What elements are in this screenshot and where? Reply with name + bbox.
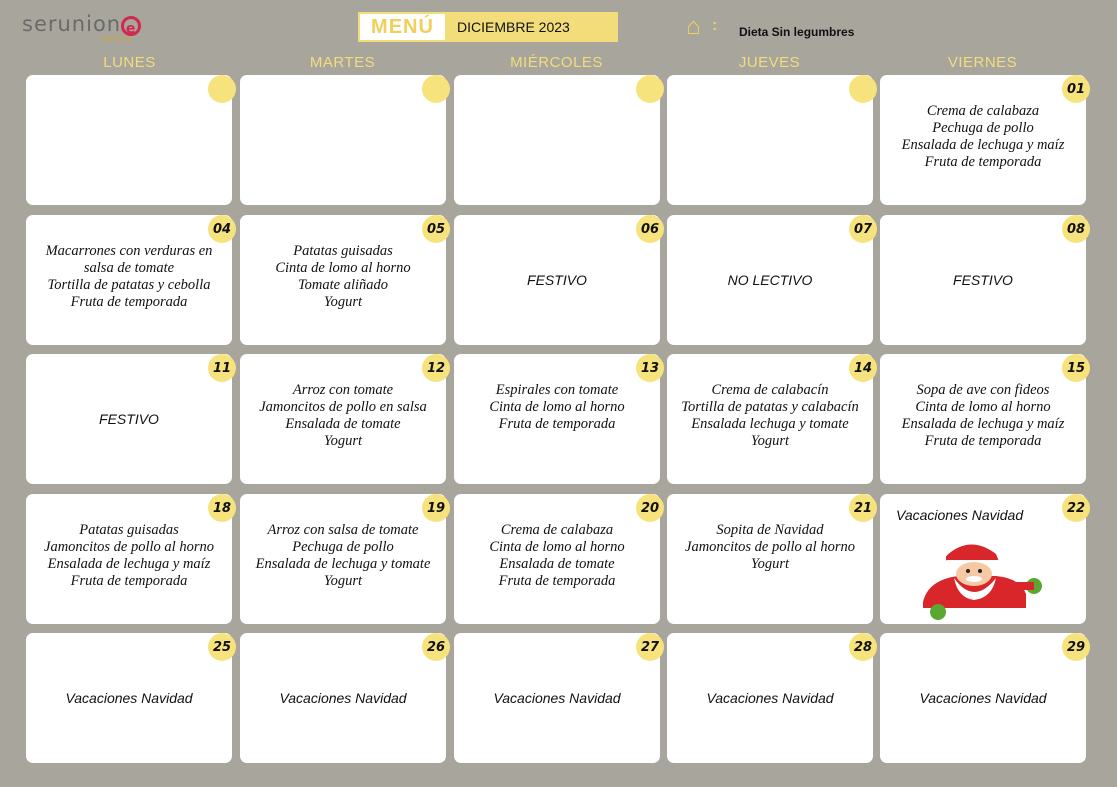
dish-item: Pechuga de pollo: [292, 539, 394, 555]
dish-item: Tomate aliñado: [297, 277, 389, 293]
day-cell: [26, 494, 232, 624]
day-cell: [26, 354, 232, 484]
day-number-badge: 04: [208, 215, 236, 243]
dish-item: Fruta de temporada: [498, 416, 616, 432]
dish-list: [32, 522, 226, 590]
brand-logo: [22, 12, 141, 43]
day-number-badge: 22: [1062, 494, 1090, 522]
day-note: FESTIVO: [99, 411, 159, 427]
dish-item: Crema de calabaza: [500, 522, 614, 538]
menu-label: MENÚ: [360, 14, 445, 40]
day-note: Vacaciones Navidad: [919, 690, 1047, 706]
dish-list: [673, 522, 867, 573]
weekday-thursday: JUEVES: [738, 54, 801, 71]
day-number-badge: 15: [1062, 354, 1090, 382]
dish-list: [32, 243, 226, 311]
dish-item: Ensalada de tomate: [285, 416, 401, 432]
day-note: FESTIVO: [953, 272, 1013, 288]
day-number-badge: [422, 75, 450, 103]
day-cell: [454, 494, 660, 624]
day-cell: [667, 494, 873, 624]
day-cell: [454, 633, 660, 763]
day-cell: [26, 633, 232, 763]
brand-name: serunion: [22, 12, 122, 36]
day-cell: [240, 354, 446, 484]
dish-list: [246, 382, 440, 450]
weekday-monday: LUNES: [103, 54, 156, 71]
dish-list: [886, 382, 1080, 450]
dish-item: Fruta de temporada: [70, 294, 188, 310]
dish-item: Tortilla de patatas y calabacín: [681, 399, 859, 415]
weekday-wednesday: MIÉRCOLES: [510, 54, 603, 71]
dish-item: Fruta de temporada: [924, 154, 1042, 170]
home-colon: :: [712, 17, 718, 34]
dish-item: Cinta de lomo al horno: [275, 260, 411, 276]
dish-item: Sopa de ave con fideos: [916, 382, 1050, 398]
day-cell: [454, 354, 660, 484]
dish-item: Sopita de Navidad: [716, 522, 824, 538]
day-number-badge: 27: [636, 633, 664, 661]
day-number-badge: [636, 75, 664, 103]
dish-item: Espirales con tomate: [495, 382, 619, 398]
dish-list: [246, 522, 440, 590]
dish-item: Cinta de lomo al horno: [489, 539, 625, 555]
day-number-badge: 05: [422, 215, 450, 243]
day-cell: [880, 633, 1086, 763]
day-cell: [667, 354, 873, 484]
dish-item: Fruta de temporada: [498, 573, 616, 589]
dish-list: [460, 382, 654, 433]
day-note: NO LECTIVO: [727, 272, 813, 288]
dish-item: Ensalada de lechuga y maíz: [901, 416, 1065, 432]
dish-item: Yogurt: [323, 294, 363, 310]
day-note: Vacaciones Navidad: [493, 690, 621, 706]
day-cell: [240, 75, 446, 205]
dish-item: Ensalada de lechuga y tomate: [255, 556, 431, 572]
dish-item: Yogurt: [750, 433, 790, 449]
day-note: Vacaciones Navidad: [65, 690, 193, 706]
weekday-tuesday: MARTES: [309, 54, 376, 71]
day-number-badge: 01: [1062, 75, 1090, 103]
dish-list: [673, 382, 867, 450]
day-number-badge: [849, 75, 877, 103]
menu-title-box: [358, 12, 618, 42]
day-cell: [667, 75, 873, 205]
day-cell: [240, 215, 446, 345]
dish-item: Patatas guisadas: [293, 243, 393, 259]
day-note: Vacaciones Navidad: [896, 507, 1024, 523]
dish-item: Ensalada de lechuga y maíz: [47, 556, 211, 572]
santa-claus-icon: [918, 542, 1050, 620]
day-note: Vacaciones Navidad: [706, 690, 834, 706]
dish-item: Ensalada lechuga y tomate: [691, 416, 849, 432]
dish-item: Arroz con tomate: [292, 382, 394, 398]
day-number-badge: [208, 75, 236, 103]
day-note: Vacaciones Navidad: [279, 690, 407, 706]
day-cell: [667, 633, 873, 763]
brand-mark-icon: e: [121, 16, 141, 36]
day-number-badge: 06: [636, 215, 664, 243]
dish-item: Macarrones con verduras en salsa de tomate: [45, 243, 213, 276]
day-cell: [454, 215, 660, 345]
day-number-badge: 28: [849, 633, 877, 661]
dish-item: Arroz con salsa de tomate: [267, 522, 419, 538]
month-label: DICIEMBRE 2023: [457, 19, 570, 35]
home-icon: ⌂: [686, 13, 701, 40]
day-cell: [240, 494, 446, 624]
day-number-badge: 11: [208, 354, 236, 382]
day-cell: [240, 633, 446, 763]
dish-item: Jamoncitos de pollo al horno: [44, 539, 214, 555]
diet-label: Dieta Sin legumbres: [739, 25, 855, 39]
dish-item: Patatas guisadas: [79, 522, 179, 538]
day-number-badge: 13: [636, 354, 664, 382]
day-number-badge: 21: [849, 494, 877, 522]
day-number-badge: 12: [422, 354, 450, 382]
dish-item: Yogurt: [323, 433, 363, 449]
dish-item: Pechuga de pollo: [932, 120, 1034, 136]
day-number-badge: 14: [849, 354, 877, 382]
day-cell: [880, 215, 1086, 345]
dish-item: Crema de calabacín: [711, 382, 829, 398]
day-cell: [454, 75, 660, 205]
day-cell: [26, 215, 232, 345]
day-number-badge: 07: [849, 215, 877, 243]
day-number-badge: 26: [422, 633, 450, 661]
day-number-badge: 25: [208, 633, 236, 661]
day-cell: [880, 494, 1086, 624]
day-number-badge: 29: [1062, 633, 1090, 661]
dish-item: Cinta de lomo al horno: [489, 399, 625, 415]
dish-list: [246, 243, 440, 311]
day-cell: [667, 215, 873, 345]
day-number-badge: 20: [636, 494, 664, 522]
dish-item: Fruta de temporada: [924, 433, 1042, 449]
day-note: FESTIVO: [527, 272, 587, 288]
weekday-friday: VIERNES: [947, 54, 1018, 71]
dish-list: [886, 103, 1080, 171]
day-number-badge: 19: [422, 494, 450, 522]
dish-item: Ensalada de tomate: [499, 556, 615, 572]
day-cell: [880, 75, 1086, 205]
dish-item: Jamoncitos de pollo en salsa: [259, 399, 427, 415]
dish-item: Yogurt: [750, 556, 790, 572]
dish-item: Cinta de lomo al horno: [915, 399, 1051, 415]
dish-item: Yogurt: [323, 573, 363, 589]
day-number-badge: 18: [208, 494, 236, 522]
day-number-badge: 08: [1062, 215, 1090, 243]
dish-item: Tortilla de patatas y cebolla: [47, 277, 211, 293]
dish-item: Crema de calabaza: [926, 103, 1040, 119]
dish-list: [460, 522, 654, 590]
day-cell: [26, 75, 232, 205]
day-cell: [880, 354, 1086, 484]
brand-sub: educa: [102, 34, 132, 43]
dish-item: Fruta de temporada: [70, 573, 188, 589]
dish-item: Jamoncitos de pollo al horno: [685, 539, 855, 555]
dish-item: Ensalada de lechuga y maíz: [901, 137, 1065, 153]
